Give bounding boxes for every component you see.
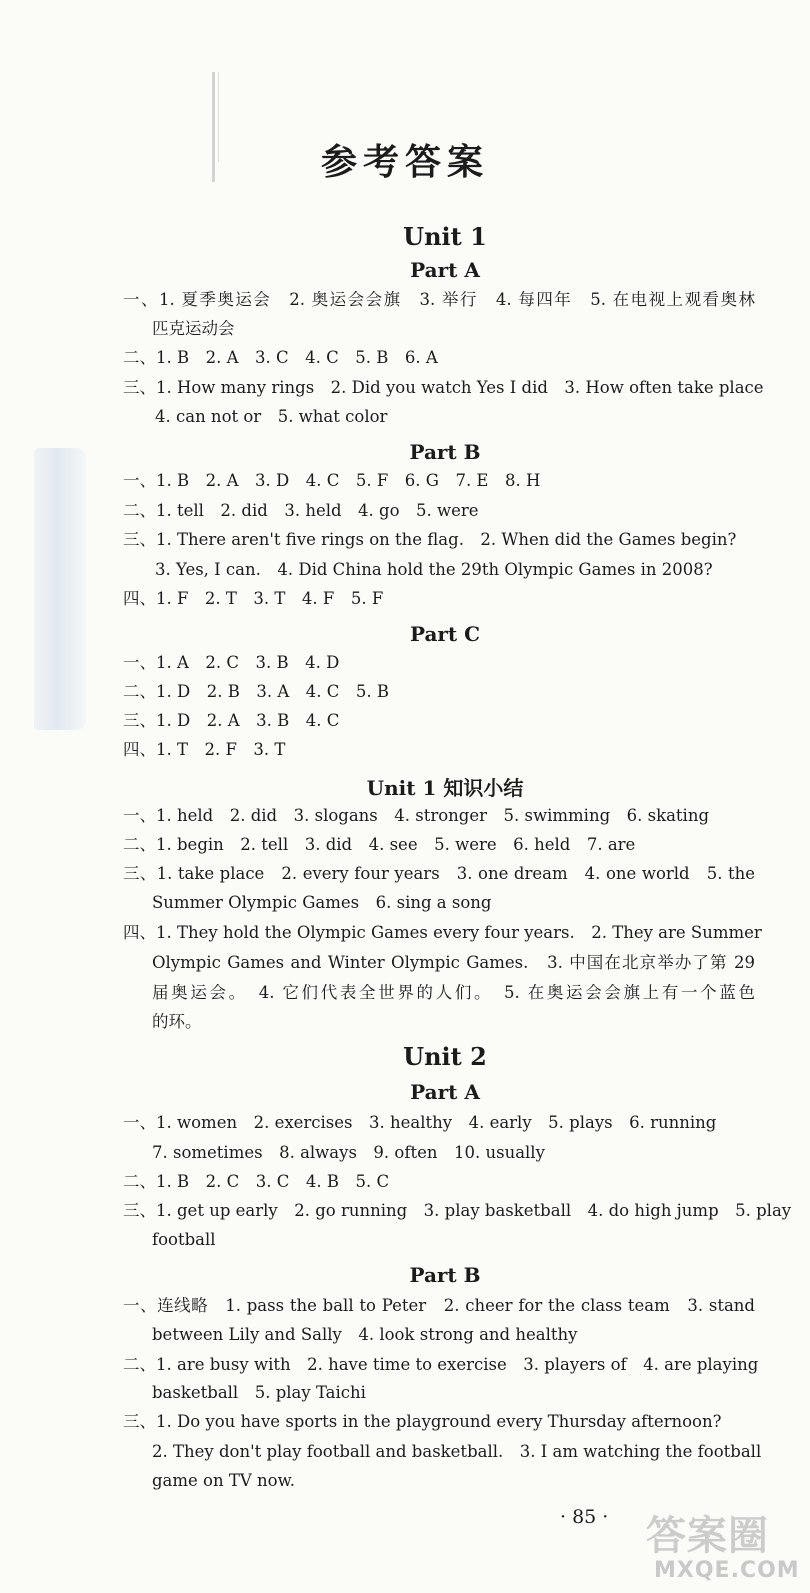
answer-line: 届奥运会。 4. 它们代表全世界的人们。 5. 在奥运会会旗上有一个蓝色 <box>152 983 755 1002</box>
answer-line: 三、1. get up early 2. go running 3. play basketball 4. do high jump 5. play <box>123 1201 792 1220</box>
unit-1-part-c-heading: Part C <box>409 622 481 646</box>
answer-line: 二、1. begin 2. tell 3. did 4. see 5. were 6. held 7. are <box>123 835 636 854</box>
page-number: · 85 · <box>560 1506 609 1528</box>
answer-line: 三、1. take place 2. every four years 3. one dream 4. one world 5. the <box>123 864 755 883</box>
answer-line: 2. They don't play football and basketball. 3. I am watching the football <box>152 1442 762 1461</box>
answer-line: between Lily and Sally 4. look strong and healthy <box>152 1325 578 1344</box>
answer-line: Summer Olympic Games 6. sing a song <box>152 893 492 912</box>
unit-2-heading: Unit 2 <box>403 1042 487 1071</box>
answer-line: 一、1. 夏季奥运会 2. 奥运会会旗 3. 举行 4. 每四年 5. 在电视上观看奥林 <box>123 290 755 309</box>
answer-line: football <box>152 1230 216 1249</box>
answer-line: 4. can not or 5. what color <box>155 407 388 426</box>
answer-line: 的环。 <box>152 1012 202 1031</box>
answer-line: 三、1. D 2. A 3. B 4. C <box>123 711 340 730</box>
answer-line: 一、1. women 2. exercises 3. healthy 4. early 5. plays 6. running <box>123 1113 717 1132</box>
unit-1-part-b-heading: Part B <box>409 440 481 464</box>
answer-line: basketball 5. play Taichi <box>152 1383 366 1402</box>
answer-line: 一、连线略 1. pass the ball to Peter 2. cheer for the class team 3. stand <box>123 1296 755 1315</box>
page-title: 参考答案 <box>320 142 489 183</box>
answer-line: 三、1. How many rings 2. Did you watch Yes I did 3. How often take place <box>123 378 764 397</box>
unit-1-heading: Unit 1 <box>403 222 487 251</box>
answer-line: Olympic Games and Winter Olympic Games. 3. 中国在北京举办了第 29 <box>152 953 755 972</box>
answer-line: 7. sometimes 8. always 9. often 10. usually <box>152 1143 545 1162</box>
watermark-url: MXQE.COM <box>654 1558 800 1583</box>
scan-paper-edge <box>34 448 86 730</box>
watermark <box>646 1504 800 1588</box>
answer-line: 四、1. They hold the Olympic Games every four years. 2. They are Summer <box>123 923 762 942</box>
answer-line: 三、1. Do you have sports in the playground every Thursday afternoon? <box>123 1412 722 1431</box>
watermark-logo: 答案圈 <box>646 1513 769 1559</box>
answer-line: 一、1. A 2. C 3. B 4. D <box>123 653 340 672</box>
unit-2-part-a-heading: Part A <box>410 1080 480 1104</box>
answer-line: 匹克运动会 <box>152 319 235 338</box>
answer-line: game on TV now. <box>152 1471 295 1490</box>
unit-1-part-a-heading: Part A <box>410 258 480 282</box>
answer-line: 一、1. B 2. A 3. D 4. C 5. F 6. G 7. E 8. H <box>123 471 541 490</box>
answer-line: 二、1. tell 2. did 3. held 4. go 5. were <box>123 501 479 520</box>
answer-line: 四、1. T 2. F 3. T <box>123 740 286 759</box>
answer-line: 二、1. are busy with 2. have time to exercise 3. players of 4. are playing <box>123 1355 759 1374</box>
answer-line: 一、1. held 2. did 3. slogans 4. stronger 5. swimming 6. skating <box>123 806 710 825</box>
answer-line: 二、1. B 2. A 3. C 4. C 5. B 6. A <box>123 348 438 367</box>
answer-line: 3. Yes, I can. 4. Did China hold the 29th Olympic Games in 2008? <box>155 560 713 579</box>
answer-line: 四、1. F 2. T 3. T 4. F 5. F <box>123 589 384 608</box>
answer-line: 二、1. B 2. C 3. C 4. B 5. C <box>123 1172 390 1191</box>
unit-2-part-b-heading: Part B <box>409 1263 481 1287</box>
unit-1-summary-heading: Unit 1 知识小结 <box>366 776 524 800</box>
answer-line: 二、1. D 2. B 3. A 4. C 5. B <box>123 682 389 701</box>
answer-line: 三、1. There aren't five rings on the flag. 2. When did the Games begin? <box>123 530 737 549</box>
